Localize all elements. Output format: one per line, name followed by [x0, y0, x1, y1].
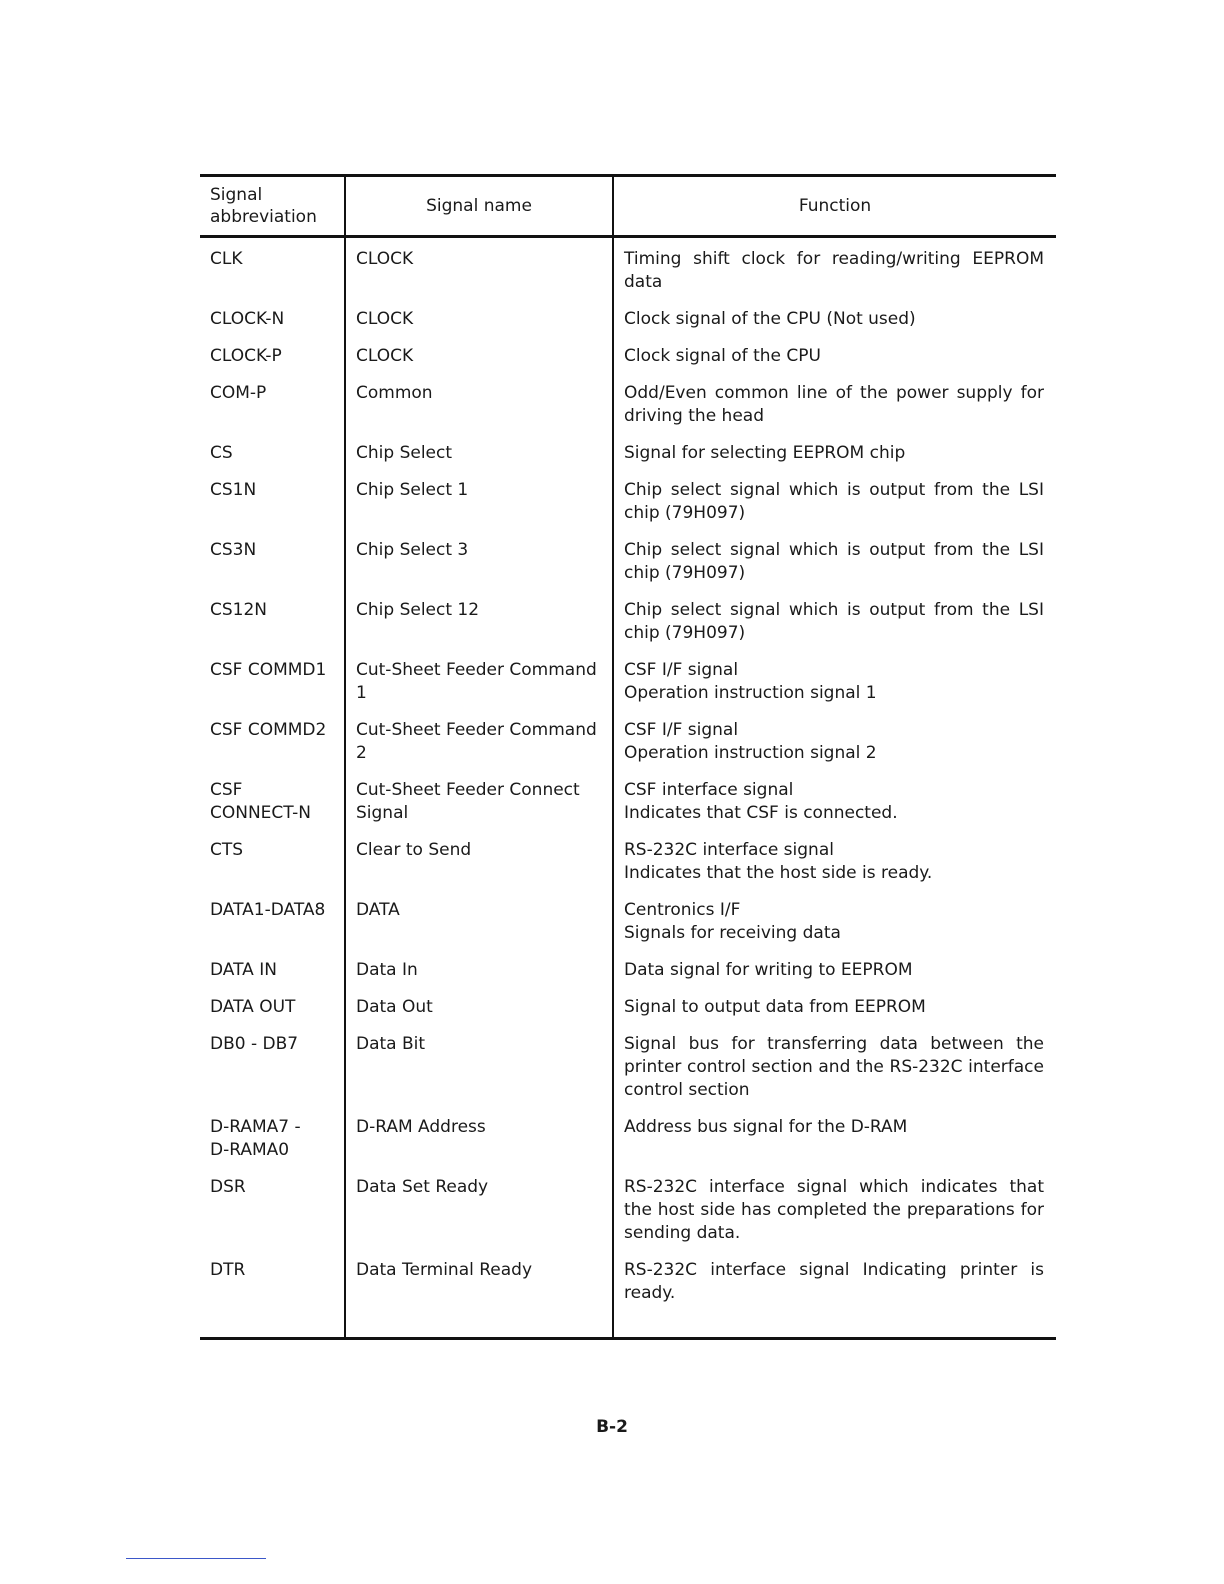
cell-signal-name: Cut-Sheet Feeder Command 2: [345, 712, 613, 772]
cell-signal-name: DATA: [345, 892, 613, 952]
table-row: [200, 472, 1056, 532]
cell-function: Timing shift clock for reading/writing EEPROM data: [613, 237, 1056, 302]
table-row: [200, 1109, 1056, 1169]
cell-abbreviation: COM-P: [210, 383, 267, 403]
table-row: [200, 301, 1056, 338]
cell-abbreviation: DATA1-DATA8: [210, 900, 326, 920]
cell-function: Signal to output data from EEPROM: [613, 989, 1056, 1026]
cell-signal-name: Data Set Ready: [345, 1169, 613, 1252]
table-row: [200, 832, 1056, 892]
page-number: B-2: [596, 1417, 628, 1437]
cell-signal-name: Data In: [345, 952, 613, 989]
cell-abbreviation: CS1N: [210, 480, 257, 500]
cell-function: RS-232C interface signal Indicates that the host side is ready.: [613, 832, 1056, 892]
cell-signal-name: CLOCK: [345, 237, 613, 302]
cell-function: Data signal for writing to EEPROM: [613, 952, 1056, 989]
cell-abbreviation: CS: [210, 443, 233, 463]
cell-abbreviation: D-RAMA7 - D-RAMA0: [210, 1117, 301, 1160]
header-signal-name: Signal name: [345, 176, 613, 237]
table-row: [200, 892, 1056, 952]
cell-abbreviation: CLOCK-P: [210, 346, 282, 366]
header-row: [200, 176, 1056, 237]
table-row: [200, 652, 1056, 712]
table-row: [200, 1169, 1056, 1252]
cell-signal-name: Chip Select 1: [345, 472, 613, 532]
table-body: [200, 237, 1056, 1339]
cell-abbreviation: CS3N: [210, 540, 257, 560]
cell-signal-name: CLOCK: [345, 301, 613, 338]
table-row: [200, 712, 1056, 772]
cell-abbreviation: CSF COMMD1: [210, 660, 327, 680]
cell-abbreviation: DTR: [200, 1252, 345, 1339]
cell-abbreviation: DATA OUT: [210, 997, 296, 1017]
cell-function: Address bus signal for the D-RAM: [613, 1109, 1056, 1169]
signal-table-container: [200, 174, 1056, 1340]
cell-abbreviation: CSF COMMD2: [210, 720, 327, 740]
cell-function: Odd/Even common line of the power supply for driving the head: [613, 375, 1056, 435]
signal-table: [200, 174, 1056, 1340]
table-header: [200, 176, 1056, 237]
cell-signal-name: Clear to Send: [345, 832, 613, 892]
cell-abbreviation: DSR: [210, 1177, 246, 1197]
table-row: [200, 989, 1056, 1026]
cell-abbreviation: CS12N: [210, 600, 268, 620]
cell-signal-name: Data Bit: [345, 1026, 613, 1109]
table-row: [200, 1026, 1056, 1109]
table-row: [200, 952, 1056, 989]
header-abbreviation-text: Signal abbreviation: [210, 185, 317, 227]
cell-function: CSF interface signal Indicates that CSF is connected.: [613, 772, 1056, 832]
cell-function: CSF I/F signal Operation instruction signal 1: [613, 652, 1056, 712]
table-row: [200, 375, 1056, 435]
cell-function: RS-232C interface signal Indicating printer is ready.: [613, 1252, 1056, 1339]
cell-abbreviation: CLOCK-N: [210, 309, 285, 329]
cell-abbreviation: CTS: [210, 840, 244, 860]
cell-signal-name: Cut-Sheet Feeder Command 1: [345, 652, 613, 712]
table-row: [200, 1252, 1056, 1339]
header-signal-abbreviation: [200, 176, 345, 237]
cell-function: CSF I/F signal Operation instruction signal 2: [613, 712, 1056, 772]
table-row: [200, 772, 1056, 832]
cell-abbreviation: CSF CONNECT-N: [210, 780, 311, 823]
header-function: Function: [613, 176, 1056, 237]
cell-signal-name: Cut-Sheet Feeder Connect Signal: [345, 772, 613, 832]
cell-signal-name: Data Out: [345, 989, 613, 1026]
cell-function: RS-232C interface signal which indicates that the host side has completed the preparations for sending data.: [613, 1169, 1056, 1252]
cell-function: Clock signal of the CPU (Not used): [613, 301, 1056, 338]
table-row: [200, 592, 1056, 652]
cell-abbreviation: CLK: [210, 249, 243, 269]
cell-signal-name: Chip Select 12: [345, 592, 613, 652]
cell-signal-name: Data Terminal Ready: [345, 1252, 613, 1339]
cell-signal-name: D-RAM Address: [345, 1109, 613, 1169]
table-row: [200, 435, 1056, 472]
scan-artifact-line: [126, 1558, 266, 1559]
table-row: [200, 532, 1056, 592]
cell-signal-name: Chip Select: [345, 435, 613, 472]
table-row: [200, 237, 1056, 302]
cell-function: Centronics I/F Signals for receiving data: [613, 892, 1056, 952]
cell-signal-name: Chip Select 3: [345, 532, 613, 592]
cell-function: Signal bus for transferring data between the printer control section and the RS-232C interface control section: [613, 1026, 1056, 1109]
cell-signal-name: CLOCK: [345, 338, 613, 375]
cell-function: Signal for selecting EEPROM chip: [613, 435, 1056, 472]
cell-abbreviation: DB0 - DB7: [210, 1034, 299, 1054]
cell-function: Clock signal of the CPU: [613, 338, 1056, 375]
cell-function: Chip select signal which is output from the LSI chip (79H097): [613, 472, 1056, 532]
table-row: [200, 338, 1056, 375]
cell-function: Chip select signal which is output from the LSI chip (79H097): [613, 592, 1056, 652]
cell-signal-name: Common: [345, 375, 613, 435]
cell-abbreviation: DATA IN: [210, 960, 277, 980]
cell-function: Chip select signal which is output from the LSI chip (79H097): [613, 532, 1056, 592]
